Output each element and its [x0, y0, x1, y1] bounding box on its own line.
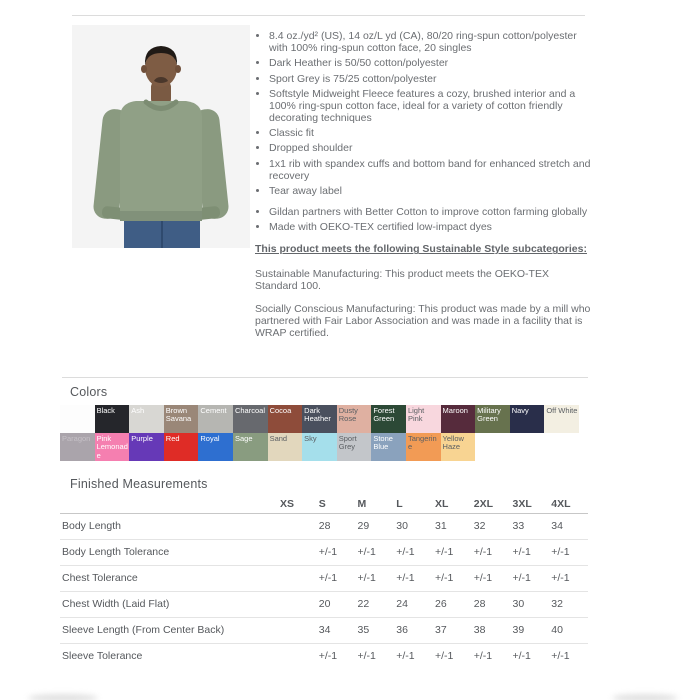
measurement-value: 28 [472, 591, 511, 617]
measurement-value: +/-1 [433, 539, 472, 565]
color-swatch[interactable]: Sky [302, 433, 337, 461]
product-bullets-main [255, 30, 593, 197]
product-bullets-sustainability [255, 206, 593, 233]
measurements-header-row [60, 496, 588, 513]
measurement-value: 28 [317, 513, 356, 539]
measurement-label: Chest Width (Laid Flat) [60, 591, 278, 617]
measurement-value: 34 [549, 513, 588, 539]
measurement-value: 30 [394, 513, 433, 539]
measurement-label: Sleeve Tolerance [62, 650, 143, 663]
measurement-value: 32 [472, 513, 511, 539]
color-swatch[interactable]: Dark Heather [302, 405, 337, 433]
measurement-label: Chest Tolerance [60, 565, 278, 591]
measurement-value: 34 [317, 617, 356, 643]
measurement-value: +/-1 [394, 565, 433, 591]
measurements-body [60, 513, 588, 669]
measurement-row [60, 513, 588, 539]
bullet-item: • Made with OEKO-TEX certified low-impact dyes [269, 221, 593, 233]
description-paragraphs [255, 268, 593, 340]
color-swatch[interactable]: Military Green [475, 405, 510, 433]
bullet-item: • Sport Grey is 75/25 cotton/polyester [269, 73, 593, 85]
measurement-label-header [60, 496, 278, 513]
measurement-value [278, 617, 317, 643]
bullet-item: • Dropped shoulder [269, 142, 593, 154]
size-column-header: 4XL [549, 496, 588, 513]
color-swatch[interactable]: Brown Savana [164, 405, 199, 433]
bullet-item: • Classic fit [269, 127, 593, 139]
measurement-value: +/-1 [394, 539, 433, 565]
measurement-value [278, 539, 317, 565]
measurement-value: 22 [356, 591, 395, 617]
color-swatch[interactable]: Cocoa [268, 405, 303, 433]
measurement-value: +/-1 [472, 565, 511, 591]
measurement-value: 37 [433, 617, 472, 643]
bullet-item: • 8.4 oz./yd² (US), 14 oz/L yd (CA), 80/20 ring-spun cotton/polyester with 100% ring-spun cotton face, 20 singles [269, 30, 593, 54]
measurement-label: Sleeve Length (From Center Back) [60, 617, 278, 643]
measurements-section-title: Finished Measurements [70, 477, 208, 491]
color-swatch[interactable]: Sand [268, 433, 303, 461]
measurement-value: +/-1 [473, 650, 493, 663]
color-swatch[interactable]: Paragon [60, 433, 95, 461]
measurement-value: 29 [356, 513, 395, 539]
measurement-value: +/-1 [357, 650, 376, 663]
color-swatch-grid [60, 405, 580, 461]
measurement-value: 30 [511, 591, 550, 617]
size-column-header: XS [278, 496, 317, 513]
measurement-value: +/-1 [511, 565, 550, 591]
size-column-header: XL [433, 496, 472, 513]
measurement-value: +/-1 [512, 650, 531, 663]
color-swatch[interactable]: Navy [510, 405, 545, 433]
color-swatch[interactable]: White [60, 405, 95, 433]
measurement-value [278, 565, 317, 591]
measurement-value: +/-1 [551, 650, 570, 663]
size-column-header: 3XL [511, 496, 550, 513]
colors-section-title: Colors [70, 385, 108, 399]
measurement-value [278, 513, 317, 539]
measurement-value: 39 [511, 617, 550, 643]
color-swatch[interactable]: Stone Blue [371, 433, 406, 461]
swatch-row-1 [60, 405, 580, 433]
measurement-row [60, 591, 588, 617]
measurement-value: +/-1 [549, 565, 588, 591]
size-column-header: 2XL [472, 496, 511, 513]
measurement-value [278, 591, 317, 617]
description-paragraph: Socially Conscious Manufacturing: This product was made by a mill who partnered with Fair Labor Association and was made in a facility that is WRAP certified. [255, 302, 591, 340]
measurement-row [60, 539, 588, 565]
measurement-value: 38 [472, 617, 511, 643]
bullet-item: • Dark Heather is 50/50 cotton/polyester [269, 57, 593, 69]
measurement-value: +/-1 [472, 539, 511, 565]
color-swatch[interactable]: Forest Green [371, 405, 406, 433]
description-paragraph: Sustainable Manufacturing: This product meets the OEKO-TEX Standard 100. [255, 267, 549, 292]
model-photo-illustration [72, 25, 250, 248]
measurement-value: +/-1 [549, 539, 588, 565]
measurement-value: 36 [394, 617, 433, 643]
measurement-label: Body Length [60, 513, 278, 539]
bottom-left-shadow [28, 694, 98, 700]
product-image[interactable] [72, 25, 250, 248]
measurement-value: 20 [317, 591, 356, 617]
top-divider [72, 15, 585, 16]
bottom-right-shadow [612, 694, 678, 700]
measurement-value: +/-1 [511, 539, 550, 565]
swatch-row-2 [60, 433, 580, 461]
color-swatch[interactable]: Cement [198, 405, 233, 433]
measurement-value: 24 [394, 591, 433, 617]
sustainable-style-heading: This product meets the following Sustainable Style subcategories: [255, 243, 587, 256]
color-swatch[interactable]: Pink Lemonade [96, 434, 128, 460]
color-swatch[interactable]: Red [164, 433, 199, 461]
measurement-value: +/-1 [317, 539, 356, 565]
color-swatch[interactable]: Purple [129, 433, 164, 461]
measurement-value: +/-1 [396, 650, 415, 663]
size-column-header: M [356, 496, 395, 513]
bullet-item: • Softstyle Midweight Fleece features a cozy, brushed interior and a 100% ring-spun cotton face, ideal for a variety of cotton friendly decorating techniques [269, 88, 593, 125]
measurement-value: +/-1 [433, 565, 472, 591]
color-swatch[interactable]: Sage [233, 433, 268, 461]
measurement-value: 33 [511, 513, 550, 539]
bullet-item: • 1x1 rib with spandex cuffs and bottom band for enhanced stretch and recovery [269, 158, 593, 182]
measurement-value: +/-1 [356, 565, 395, 591]
measurement-value: +/-1 [317, 565, 356, 591]
measurement-row [60, 617, 588, 643]
bullet-item: • Gildan partners with Better Cotton to improve cotton farming globally [269, 206, 593, 218]
color-swatch[interactable]: Tangerine [406, 433, 441, 461]
color-swatch[interactable]: Maroon [441, 405, 476, 433]
color-swatch[interactable]: Royal [198, 433, 233, 461]
measurement-value: 32 [549, 591, 588, 617]
bullet-item: • Tear away label [269, 185, 593, 197]
measurement-label: Body Length Tolerance [60, 539, 278, 565]
color-swatch[interactable]: Light Pink [406, 405, 441, 433]
measurement-row [60, 565, 588, 591]
measurement-value: 40 [549, 617, 588, 643]
measurement-value: +/-1 [435, 650, 454, 663]
color-swatch[interactable]: Ash [129, 405, 164, 433]
measurement-row [60, 643, 588, 669]
measurement-value: 26 [433, 591, 472, 617]
colors-divider [62, 377, 588, 378]
color-swatch[interactable]: Charcoal [233, 405, 268, 433]
measurement-value [278, 643, 317, 669]
size-column-header: L [394, 496, 433, 513]
color-swatch[interactable]: Black [95, 405, 130, 433]
product-details [255, 30, 593, 339]
measurement-value: 35 [356, 617, 395, 643]
size-column-header: S [317, 496, 356, 513]
color-swatch[interactable]: Off White [544, 405, 579, 433]
measurement-value: 31 [433, 513, 472, 539]
measurements-table [60, 496, 588, 669]
measurement-value: +/-1 [318, 650, 338, 663]
color-swatch[interactable]: Dusty Rose [337, 405, 372, 433]
color-swatch[interactable]: Sport Grey [337, 433, 372, 461]
measurement-value: +/-1 [356, 539, 395, 565]
color-swatch[interactable]: Yellow Haze [441, 433, 476, 461]
